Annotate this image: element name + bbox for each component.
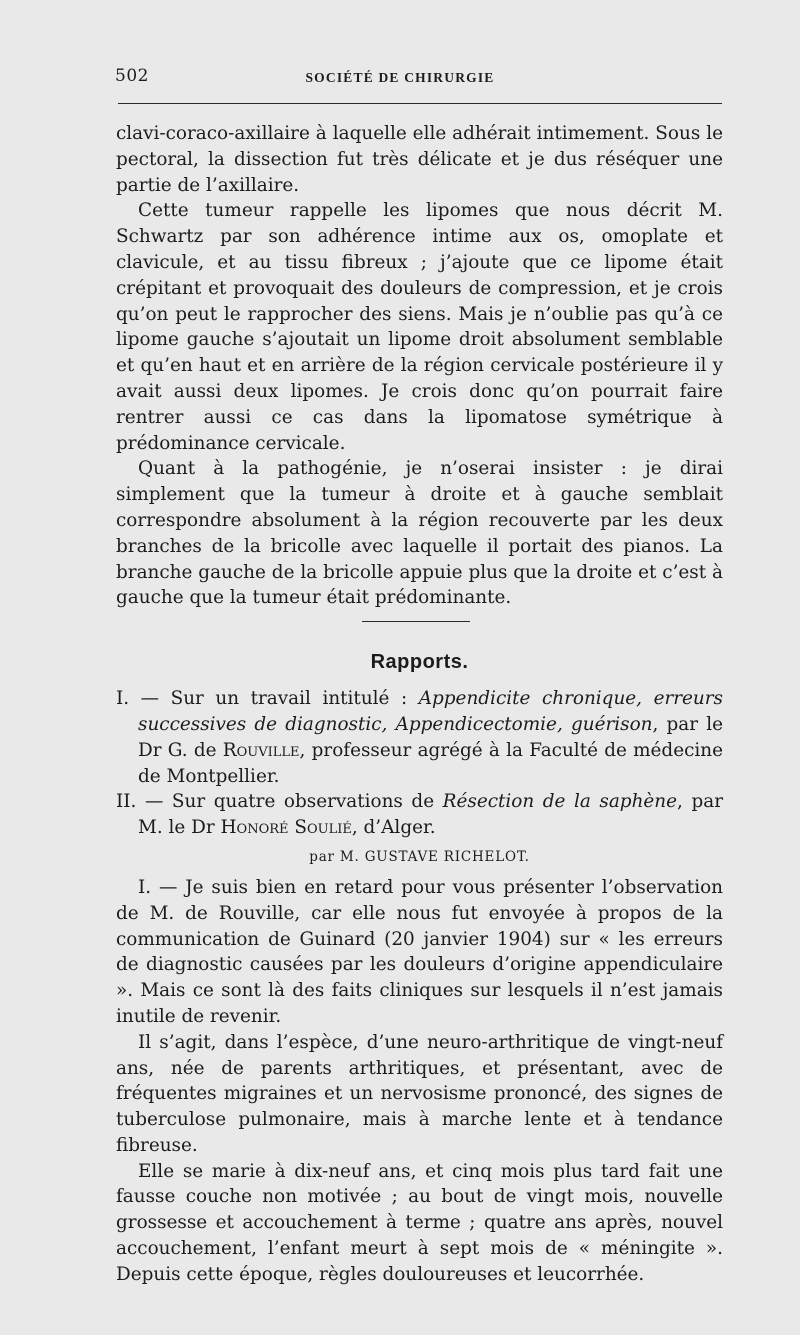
paragraph: Cette tumeur rappelle les lipomes que nous décrit M. Schwartz par son adhérence intime aux os, omoplate et clavicule, et au tissu fibreux ; j’ajoute que ce lipome était crépitant et provoquait des douleurs de compression, et je crois qu’on peut le rapprocher des siens. Mais je n’oublie pas qu’à ce lipome gauche s’ajoutait un lipome droit absolument semblable et qu’en haut et en arrière de la région cervicale postérieure il y avait aussi deux lipomes. Je crois donc qu’on pourrait faire rentrer aussi ce cas dans la lipomatose symétrique à prédominance cervicale. [116, 200, 723, 454]
report-mid: , par le Dr G. de [138, 713, 723, 761]
report-numeral: I. — [116, 688, 171, 710]
paragraph: clavi-coraco-axillaire à laquelle elle adhérait intimement. Sous le pectoral, la dissection fut très délicate et je dus réséquer une partie de l’axillaire. [116, 123, 723, 196]
paragraph: I. — Je suis bien en retard pour vous présenter l’observation de M. de Rouville, car elle nous fut envoyée à propos de la communication de Guinard (20 janvier 1904) sur « les erreurs de diagnostic causées par les douleurs d’origine appendiculaire ». Mais ce sont là des faits cliniques sur lesquels il n’est jamais inutile de revenir. [116, 876, 723, 1027]
page-header [0, 62, 800, 92]
section-separator [362, 621, 470, 622]
paragraph: Elle se marie à dix-neuf ans, et cinq mois plus tard fait une fausse couche non motivée ; au bout de vingt mois, nouvelle grossesse et accouchement à terme ; quatre ans après, nouvel accouchement, l’enfant meurt à sept mois de « méningite ». Depuis cette époque, règles douloureuses et leucorrhée. [116, 1160, 723, 1285]
paragraph: Il s’agit, dans l’espèce, d’une neuro-arthritique de vingt-neuf ans, née de parents arthritiques, et présentant, avec de fréquentes migraines et un nervosisme prononcé, des signes de tuberculose pulmonaire, mais à marche lente et à tendance fibreuse. [116, 1031, 723, 1156]
header-rule [118, 103, 722, 104]
report-tail: , d’Alger. [351, 817, 436, 839]
report-title: Résection de la saphène [442, 791, 678, 813]
report-tail: , professeur agrégé à la Faculté de médecine de Montpellier. [138, 739, 723, 787]
report-author: Honoré Soulié [220, 817, 352, 839]
report-author: Rouville [222, 739, 300, 761]
report-entry [116, 789, 723, 841]
paragraph: Quant à la pathogénie, je n’oserai insister : je dirai simplement que la tumeur à droite et à gauche semblait correspondre absolument à la région recouverte par les deux branches de la bricolle avec laquelle il portait des pianos. La branche gauche de la bricolle appuie plus que la droite et c’est à gauche que la tumeur était prédominante. [116, 458, 723, 609]
report-entry [116, 686, 723, 789]
running-title: SOCIÉTÉ DE CHIRURGIE [305, 70, 495, 85]
section-title: Rapports. [370, 651, 469, 674]
page-body [116, 121, 723, 1288]
page-number: 502 [115, 66, 149, 86]
byline: par M. GUSTAVE RICHELOT. [309, 848, 530, 865]
report-mid: , par M. le Dr [138, 791, 723, 839]
report-title: Appendicite chronique, erreurs successives de diagnostic, Appendicectomie, guérison [138, 688, 723, 735]
report-numeral: II. — [116, 791, 172, 813]
report-lead: Sur un travail intitulé : [170, 688, 419, 710]
report-lead: Sur quatre observations de [171, 791, 443, 813]
